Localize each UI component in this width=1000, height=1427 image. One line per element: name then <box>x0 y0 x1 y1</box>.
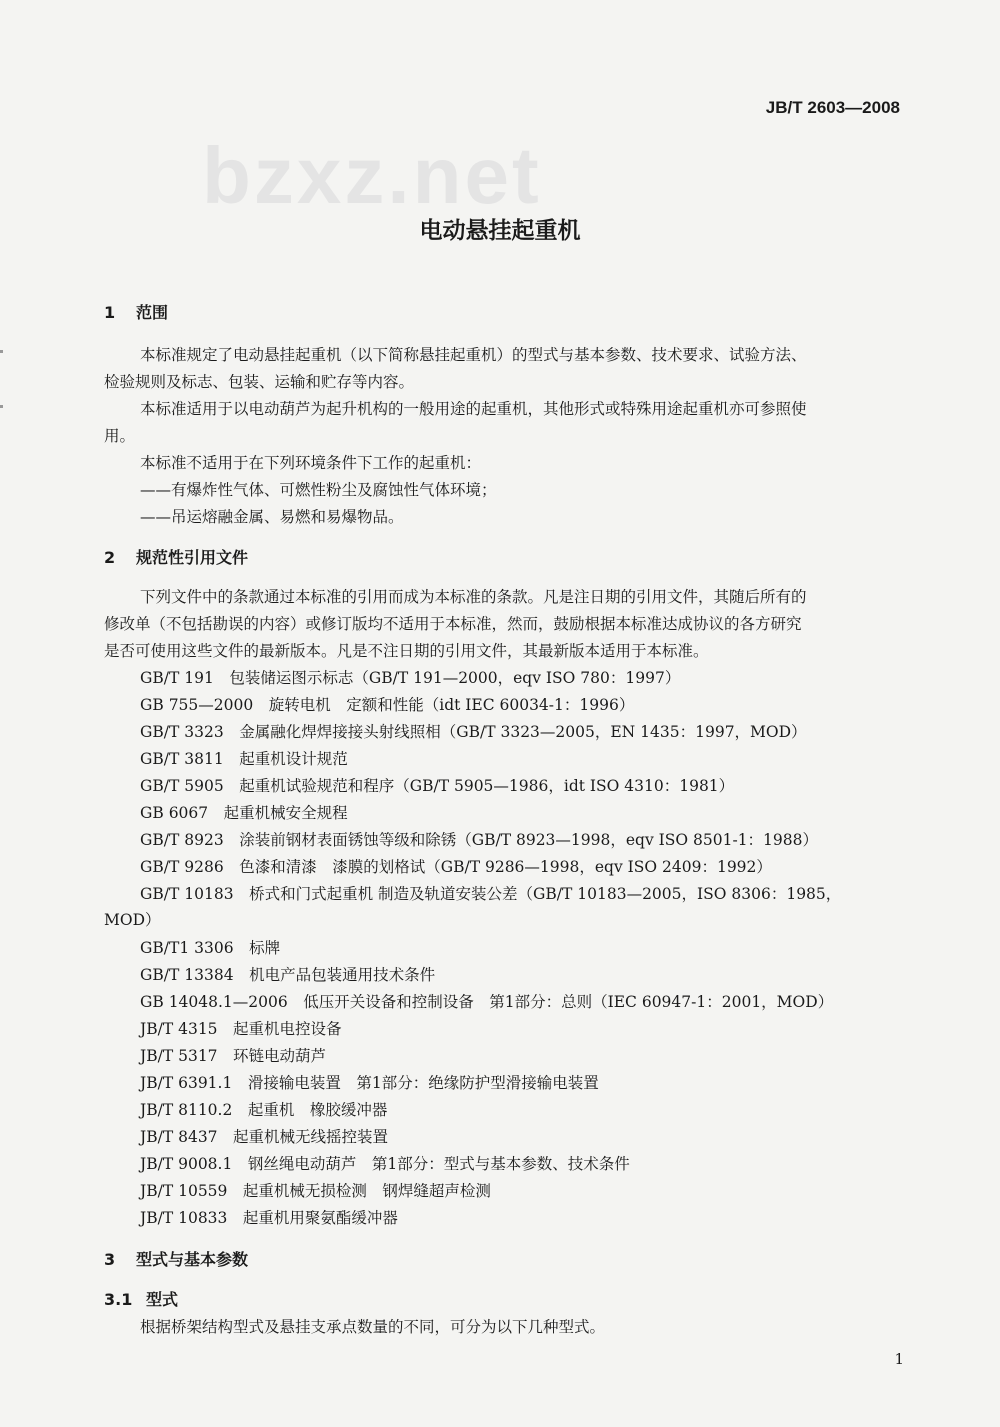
scan-mark <box>0 350 3 353</box>
scope-paragraph-1-line-2: 检验规则及标志、包装、运输和贮存等内容。 <box>104 373 415 391</box>
normrefs-intro-line-1: 下列文件中的条款通过本标准的引用而成为本标准的条款。凡是注日期的引用文件，其随后所有的 <box>140 588 807 606</box>
reference-item: GB 6067 起重机械安全规程 <box>140 804 348 822</box>
reference-item: GB/T 3323 金属融化焊焊接接头射线照相（GB/T 3323—2005，EN 1435：1997，MOD） <box>140 723 807 741</box>
section-title: 型式与基本参数 <box>136 1250 249 1269</box>
reference-item: GB/T 10183 桥式和门式起重机 制造及轨道安装公差（GB/T 10183—2005，ISO 8306：1985， <box>140 885 842 903</box>
reference-item: GB/T 8923 涂装前钢材表面锈蚀等级和除锈（GB/T 8923—1998，eqv ISO 8501-1：1988） <box>140 831 819 849</box>
reference-item: JB/T 9008.1 钢丝绳电动葫芦 第1部分：型式与基本参数、技术条件 <box>140 1155 630 1173</box>
section-title: 型式 <box>146 1290 179 1309</box>
section-number: 2 <box>104 548 116 567</box>
reference-item: JB/T 8437 起重机械无线摇控装置 <box>140 1128 389 1146</box>
page-title: 电动悬挂起重机 <box>419 218 581 244</box>
reference-item: JB/T 6391.1 滑接输电装置 第1部分：绝缘防护型滑接输电装置 <box>140 1074 599 1092</box>
page-number: 1 <box>894 1350 904 1368</box>
scan-mark <box>0 405 3 408</box>
scope-list-item-1: ——有爆炸性气体、可燃性粉尘及腐蚀性气体环境； <box>140 481 497 499</box>
section-number: 1 <box>104 303 116 322</box>
type-intro-paragraph: 根据桥架结构型式及悬挂支承点数量的不同，可分为以下几种型式。 <box>140 1318 606 1336</box>
section-number: 3.1 <box>104 1290 133 1309</box>
normrefs-intro-line-3: 是否可使用这些文件的最新版本。凡是不注日期的引用文件，其最新版本适用于本标准。 <box>104 642 709 660</box>
reference-item: JB/T 10833 起重机用聚氨酯缓冲器 <box>140 1209 398 1227</box>
reference-item: GB/T 3811 起重机设计规范 <box>140 750 348 768</box>
reference-item: JB/T 10559 起重机械无损检测 钢焊缝超声检测 <box>140 1182 491 1200</box>
scope-paragraph-3: 本标准不适用于在下列环境条件下工作的起重机： <box>140 454 482 472</box>
section-2-heading <box>104 545 248 568</box>
reference-item: GB 755—2000 旋转电机 定额和性能（idt IEC 60034-1：1996） <box>140 696 635 714</box>
scope-paragraph-1-line-1: 本标准规定了电动悬挂起重机（以下简称悬挂起重机）的型式与基本参数、技术要求、试验方法、 <box>140 346 807 364</box>
section-3-heading <box>104 1247 248 1270</box>
reference-item: JB/T 5317 环链电动葫芦 <box>140 1047 327 1065</box>
reference-item: JB/T 8110.2 起重机 橡胶缓冲器 <box>140 1101 388 1119</box>
scope-list-item-2: ——吊运熔融金属、易燃和易爆物品。 <box>140 508 404 526</box>
watermark: bzxz.net <box>202 131 542 220</box>
standard-number: JB/T 2603—2008 <box>765 98 900 117</box>
reference-item: GB/T1 3306 标牌 <box>140 939 281 957</box>
reference-item-continuation: MOD） <box>104 911 161 929</box>
section-title: 规范性引用文件 <box>136 548 249 567</box>
scope-paragraph-2-line-2: 用。 <box>104 427 136 445</box>
reference-item: GB/T 9286 色漆和清漆 漆膜的划格试（GB/T 9286—1998，eqv ISO 2409：1992） <box>140 858 772 876</box>
section-number: 3 <box>104 1250 116 1269</box>
normrefs-intro-line-2: 修改单（不包括勘误的内容）或修订版均不适用于本标准，然而，鼓励根据本标准达成协议的各方研究 <box>104 615 802 633</box>
section-title: 范围 <box>136 303 169 322</box>
section-3-1-heading <box>104 1287 178 1310</box>
scope-paragraph-2-line-1: 本标准适用于以电动葫芦为起升机构的一般用途的起重机，其他形式或特殊用途起重机亦可参照使 <box>140 400 807 418</box>
reference-item: GB/T 191 包装储运图示标志（GB/T 191—2000，eqv ISO 780：1997） <box>140 669 681 687</box>
reference-item: GB 14048.1—2006 低压开关设备和控制设备 第1部分：总则（IEC 60947-1：2001，MOD） <box>140 993 834 1011</box>
section-1-heading <box>104 300 168 323</box>
reference-item: JB/T 4315 起重机电控设备 <box>140 1020 342 1038</box>
reference-item: GB/T 13384 机电产品包装通用技术条件 <box>140 966 436 984</box>
reference-item: GB/T 5905 起重机试验规范和程序（GB/T 5905—1986，idt ISO 4310：1981） <box>140 777 735 795</box>
